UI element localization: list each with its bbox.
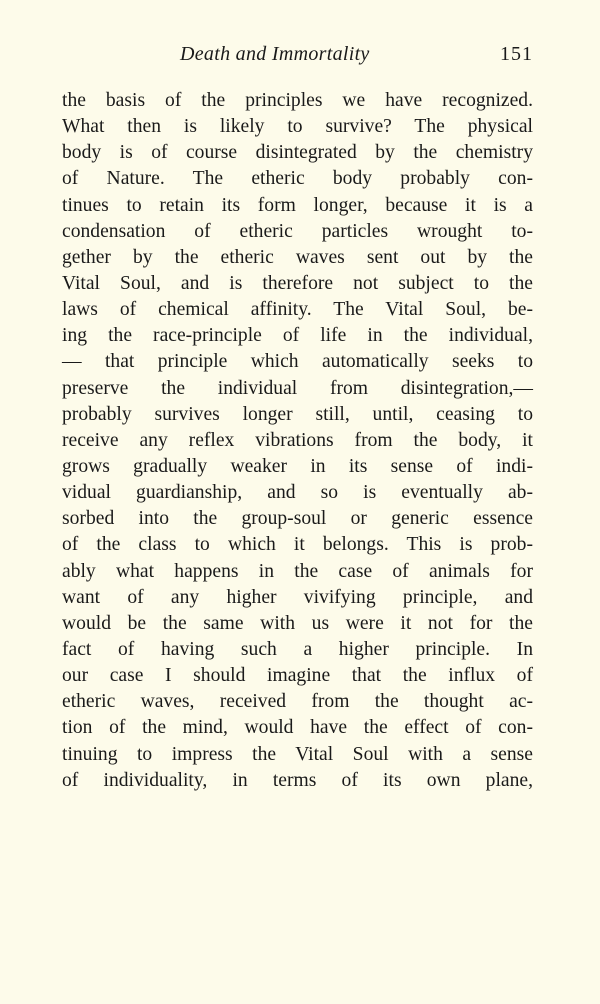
body-text — [62, 88, 533, 794]
text-line: of the class to which it belongs. This is prob- — [62, 534, 533, 556]
text-line: condensation of etheric particles wrought to- — [62, 220, 533, 242]
text-line: — that principle which automatically seeks to — [62, 351, 533, 373]
running-title: Death and Immortality — [180, 43, 370, 65]
text-line: gether by the etheric waves sent out by the — [62, 246, 533, 268]
text-line: of Nature. The etheric body probably con- — [62, 168, 533, 190]
text-line: What then is likely to survive? The physical — [62, 116, 533, 138]
text-line: our case I should imagine that the influx of — [62, 665, 533, 687]
text-line: sorbed into the group-soul or generic essence — [62, 508, 533, 530]
page-header — [62, 40, 533, 70]
text-line: fact of having such a higher principle. In — [62, 638, 533, 660]
text-line: the basis of the principles we have recognized. — [62, 90, 533, 111]
text-line: etheric waves, received from the thought ac- — [62, 691, 533, 713]
text-line: of individuality, in terms of its own plane, — [62, 769, 533, 791]
text-line: Vital Soul, and is therefore not subject to the — [62, 272, 533, 294]
text-line: preserve the individual from disintegration,— — [62, 377, 533, 399]
text-line: want of any higher vivifying principle, and — [62, 586, 533, 608]
text-line: tion of the mind, would have the effect of con- — [62, 717, 533, 739]
page-number: 151 — [500, 43, 533, 65]
text-line: ing the race-principle of life in the individual, — [62, 325, 533, 347]
text-line: tinues to retain its form longer, because it is a — [62, 194, 533, 216]
text-line: ably what happens in the case of animals for — [62, 560, 533, 582]
text-line: probably survives longer still, until, ceasing to — [62, 403, 533, 425]
text-line: grows gradually weaker in its sense of indi- — [62, 455, 533, 477]
text-line: vidual guardianship, and so is eventually ab- — [62, 482, 533, 504]
text-line: receive any reflex vibrations from the body, it — [62, 429, 533, 451]
text-line: laws of chemical affinity. The Vital Soul, be- — [62, 299, 533, 321]
text-line: tinuing to impress the Vital Soul with a sense — [62, 743, 533, 765]
text-line: would be the same with us were it not for the — [62, 612, 533, 634]
text-line: body is of course disintegrated by the chemistry — [62, 142, 533, 164]
